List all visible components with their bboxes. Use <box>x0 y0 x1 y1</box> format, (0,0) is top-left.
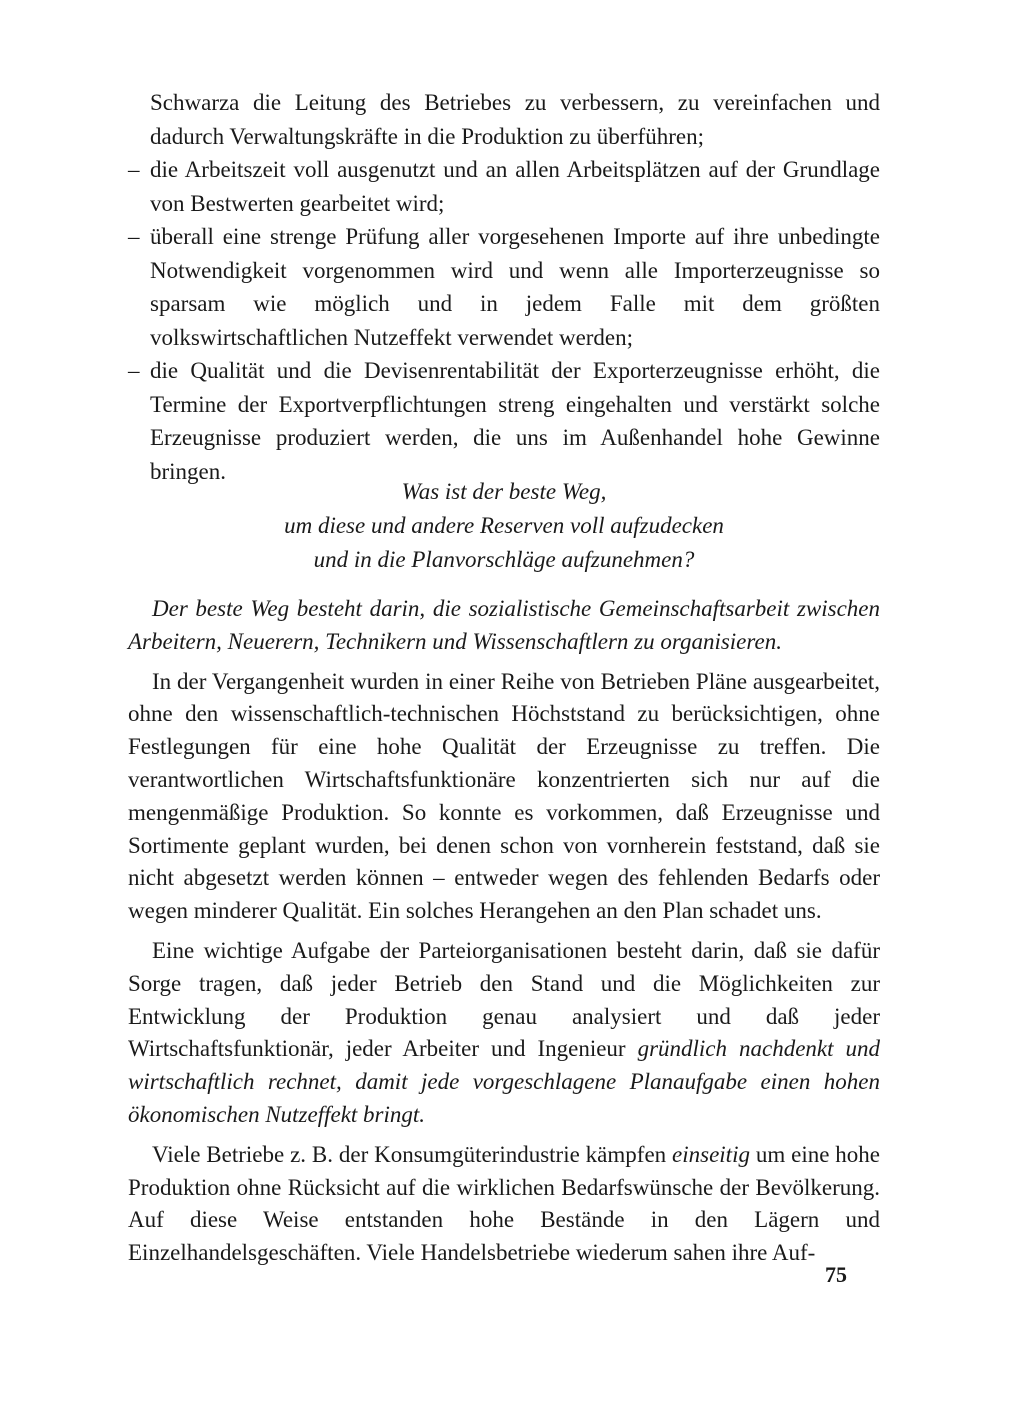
paragraph-1: Der beste Weg besteht darin, die sozialistische Gemeinschaftsarbeit zwischen Arbeitern, Neuerern, Technikern und Wissenschaftlern zu organisieren. <box>128 596 880 654</box>
paragraph-4-emphasis: einseitig <box>672 1141 750 1167</box>
bullet-dash: – <box>128 157 140 182</box>
paragraph-3-emphasis: gründlich nachdenkt und wirtschaftlich rechnet, damit jede vorgeschlagene Planaufgabe einen hohen ökonomischen Nutzeffekt bringt. <box>128 1036 880 1127</box>
list-item <box>128 354 880 488</box>
paragraph-3 <box>128 935 880 1132</box>
paragraph-4-text-end: um eine hohe Produktion ohne Rücksicht auf die wirklichen Bedarfswünsche der Bevölkerung. Auf diese Weise entstanden hohe Bestände in den Lägern und Einzelhandelsgeschäften. Viele Handelsbetriebe wiederum sahen ihre Auf- <box>128 1141 880 1266</box>
bullet-text: die Qualität und die Devisenrentabilität der Exporterzeugnisse erhöht, die Termine der Exportverpflichtungen streng eingehalten und verstärkt solche Erzeugnisse produziert werden, die uns im Außenhandel hohe Gewinne bringen. <box>150 358 880 484</box>
paragraph-4-text: Viele Betriebe z. B. der Konsumgüterindustrie kämpfen <box>152 1141 673 1167</box>
bullet-dash: – <box>128 224 140 249</box>
paragraph-3-text: Eine wichtige Aufgabe der Parteiorganisationen besteht darin, daß sie dafür Sorge tragen, daß jeder Betrieb den Stand und die Möglichkeiten zur Entwicklung der Produktion genau analysiert und daß jeder Wirtschaftsfunktionär, jeder Arbeiter und Ingenieur <box>128 937 880 1062</box>
section-heading <box>128 475 880 577</box>
paragraph-4 <box>128 1139 880 1270</box>
bullet-list <box>128 153 880 488</box>
page-number: 75 <box>825 1262 847 1287</box>
heading-line: Was ist der beste Weg, <box>401 479 607 504</box>
bullet-dash: – <box>128 358 140 383</box>
paragraph-2: In der Vergangenheit wurden in einer Reihe von Betrieben Pläne ausgearbeitet, ohne den wissenschaftlich-technischen Höchststand zu berücksichtigen, ohne Festlegungen für eine hohe Qualität der Erzeugnisse zu treffen. Die verantwortlichen Wirtschaftsfunktionäre konzentrierten sich nur auf die mengenmäßige Produktion. So konnte es vorkommen, daß Erzeugnisse und Sortimente geplant wurden, bei denen schon von vornherein feststand, daß sie nicht abgesetzt werden können – entweder wegen des fehlenden Bedarfs oder wegen minderer Qualität. Ein solches Herangehen an den Plan schadet uns. <box>128 668 880 924</box>
bullet-text: die Arbeitszeit voll ausgenutzt und an allen Arbeitsplätzen auf der Grundlage von Bestwerten gearbeitet wird; <box>150 157 880 216</box>
intro-continuation: Schwarza die Leitung des Betriebes zu verbessern, zu vereinfachen und dadurch Verwaltungskräfte in die Produktion zu überführen; <box>150 90 880 149</box>
list-item <box>128 220 880 354</box>
top-text-block <box>128 86 880 488</box>
body-text <box>128 593 880 1277</box>
bullet-text: überall eine strenge Prüfung aller vorgesehenen Importe auf ihre unbedingte Notwendigkeit vorgenommen wird und wenn alle Importerzeugnisse so sparsam wie möglich und in jedem Falle mit dem größten volkswirtschaftlichen Nutzeffekt verwendet werden; <box>150 224 880 350</box>
heading-line: um diese und andere Reserven voll aufzudecken <box>284 513 724 538</box>
list-item <box>128 153 880 220</box>
heading-line: und in die Planvorschläge aufzunehmen? <box>313 547 695 572</box>
